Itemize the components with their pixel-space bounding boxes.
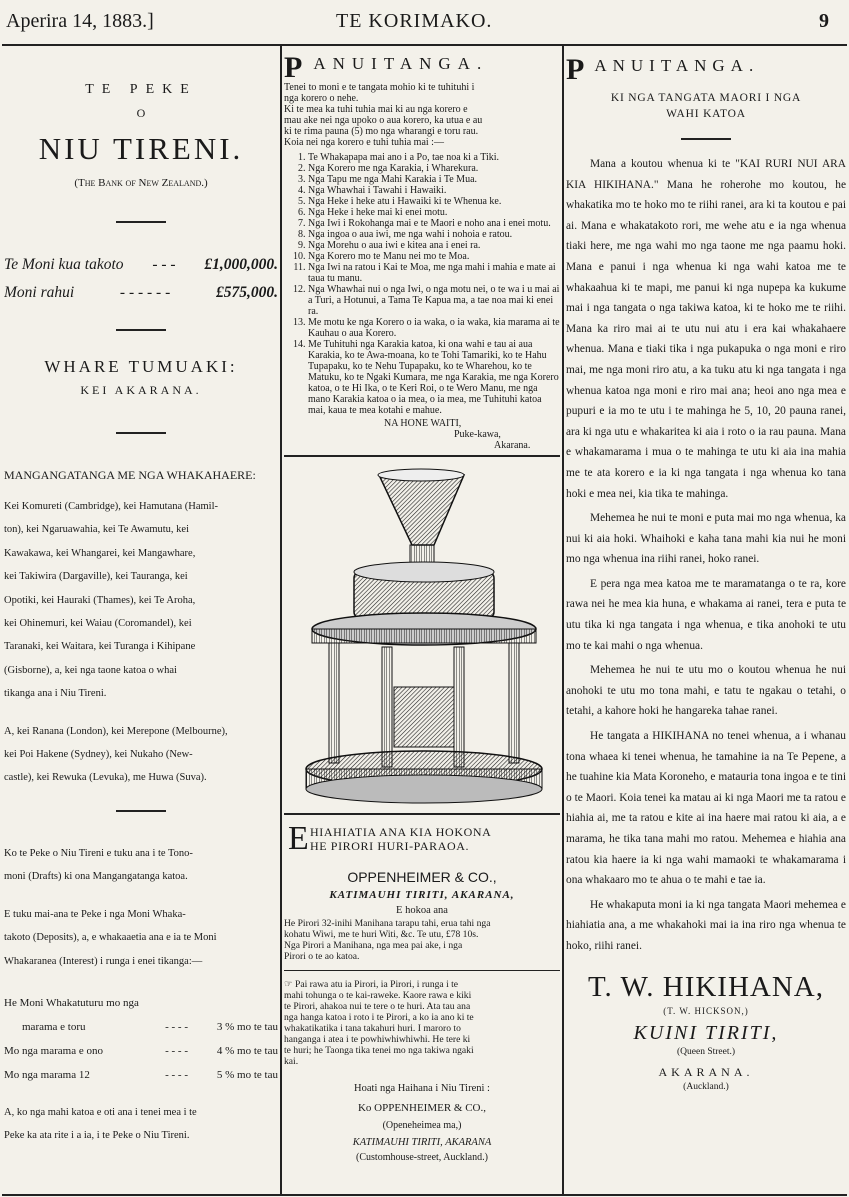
capital-row	[4, 279, 278, 307]
ad-headline-line: HIAHIATIA ANA KIA HOKONA	[310, 825, 492, 839]
branches-line: tikanga ana i Niu Tireni.	[4, 688, 107, 700]
branches-list	[4, 495, 278, 706]
list-item: 8. Nga ingoa o aua iwi, me nga wahi i nohoia e ratou.	[308, 229, 560, 240]
notice-title: ANUITANGA.	[594, 56, 760, 75]
header-rule	[2, 44, 847, 46]
rate-row	[4, 1063, 278, 1087]
list-item: 9. Nga Morehu o aua iwi e kitea ana i enei ra.	[308, 240, 560, 251]
signer-name: NA HONE WAITI,	[384, 418, 462, 429]
newspaper-title: TE KORIMAKO.	[336, 10, 493, 32]
rate-row	[4, 1039, 278, 1063]
drafts-line: Ko te Peke o Niu Tireni e tuku ana i te Tono-	[4, 847, 193, 859]
notice-dropcap: P	[566, 53, 591, 86]
ad-note-line: ☞ Pai rawa atu ia Pirori, ia Pirori, i runga i te	[284, 979, 459, 990]
middle-column	[284, 48, 560, 1194]
signer-place: Puke-kawa,	[454, 429, 501, 440]
branches-line: kei Ohinemuri, kei Waiau (Coromandel), kei	[4, 618, 192, 630]
ad-description-line: kohatu Wiwi, me te huri Witi, &c. Te utu, £78 10s.	[284, 929, 479, 940]
branches-title: MANGANGATANGA ME NGA WHAKAHAERE:	[4, 468, 256, 482]
notice-intro-line: ki te rima pauna (5) mo nga wharangi e toru rau.	[284, 126, 479, 137]
drafts-line: moni (Drafts) ki ona Mangangatanga katoa.	[4, 871, 188, 883]
notice-paragraph: He whakaputa moni ia ki nga tangata Maori mehemea e hiahiatia ana, a me whakahoki mai ia ina riro nga whenua te hoko, riihi ranei.	[566, 898, 846, 952]
advertiser-name-en: (T. W. HICKSON,)	[663, 1005, 749, 1016]
ad-street: KATIMAUHI TIRITI, AKARANA,	[329, 889, 515, 901]
ad-agents: Hoati nga Haihana i Niu Tireni :	[354, 1083, 490, 1094]
notice-signature	[284, 418, 560, 451]
overseas-line: castle), kei Rewuka (Levuka), me Huwa (Suva).	[4, 772, 207, 784]
hikihana-advertisement	[566, 48, 846, 1194]
notice-dropcap: P	[284, 51, 310, 84]
flour-mill-ad	[284, 820, 560, 1163]
list-item: 3. Nga Tapu me nga Mahi Karakia i Te Mua.	[308, 174, 560, 185]
branches-line: Taranaki, kei Waitara, kei Turanga i Kihipane	[4, 641, 196, 653]
notice-subtitle	[566, 90, 846, 122]
closing-line: A, ko nga mahi katoa e oti ana i tenei mea i te	[4, 1106, 197, 1118]
divider	[681, 138, 731, 140]
capital-dots: - - -	[152, 256, 176, 273]
list-item: 4. Nga Whawhai i Tawahi i Hawaiki.	[308, 185, 560, 196]
deposits-line: E tuku mai-ana te Peke i nga Moni Whaka-	[4, 908, 186, 920]
capital-value: £1,000,000.	[204, 256, 278, 273]
footer-rule	[2, 1194, 847, 1196]
rate-dots: - - - -	[165, 1020, 188, 1033]
bank-advertisement	[4, 48, 278, 1194]
section-rule	[284, 813, 560, 815]
notice-intro-line: Koia nei nga korero e tuhi tuhia mai :—	[284, 137, 444, 148]
overseas-line: A, kei Ranana (London), kei Merepone (Melbourne),	[4, 725, 228, 737]
ad-note-line: te huri; he Taonga tika tenei mo nga takiwa ngaki	[284, 1045, 474, 1056]
notice-intro-line: Ki te mea ka tuhi tuhia mai ki au nga korero e	[284, 104, 468, 115]
notice-intro	[284, 82, 560, 148]
ad-sells: E hokoa ana	[396, 905, 448, 916]
list-item: 12. Nga Whawhai nui o nga Iwi, o nga motu nei, o te wa i u mai ai a Turi, a Hotunui, a Tama Te Kapua ma, a tae noa mai ki enei ra.	[308, 284, 560, 317]
rate-label: Mo nga marama e ono	[4, 1044, 103, 1057]
ad-note-line: whakatikatika i tana takahuri huri. I maroro to	[284, 1023, 461, 1034]
page-header	[0, 0, 849, 44]
notice-intro-line: nga korero o nehe.	[284, 93, 359, 104]
branches-line: Kawakawa, kei Whangarei, kei Mangawhare,	[4, 547, 196, 559]
deposits-line: takoto (Deposits), a, e whakaaetia ana e ia te Moni	[4, 932, 217, 944]
notice-body	[566, 154, 846, 957]
branches-line: ton), kei Ngaruawahia, kei Te Awamutu, kei	[4, 524, 190, 536]
ad-note	[284, 979, 560, 1067]
bank-intro-o: O	[136, 106, 146, 120]
notice-paragraph: Mehemea he nui te moni e puta mai mo nga whenua, ka nui ki aia hoki. Whaihoki e kaha tana mahi kia nui he moni mo nga whenua ina riihi ranei, hoko ranei.	[566, 512, 846, 566]
capital-label: Te Moni kua takoto	[4, 256, 124, 273]
ad-note-line: te Pirori, ahakoa nui te tere o te huri. Ata tau ana	[284, 1001, 471, 1012]
list-item: 6. Nga Heke i heke mai ki enei motu.	[308, 207, 560, 218]
ad-headline-text	[310, 825, 491, 853]
pointing-hand-icon: ☞	[284, 979, 295, 990]
deposits-paragraph	[4, 903, 278, 973]
rate-value: 3 % mo te tau	[216, 1020, 278, 1033]
list-item: 2. Nga Korero me nga Karakia, i Wharekura.	[308, 163, 560, 174]
advertiser-street: KUINI TIRITI,	[633, 1021, 779, 1044]
bank-name: NIU TIRENI.	[38, 131, 244, 166]
ad-note-line: kai.	[284, 1056, 299, 1067]
capital-label: Moni rahui	[4, 284, 75, 301]
notice-paragraph: Mana a koutou whenua ki te "KAI RURI NUI ARA KIA HIKIHANA." Mana he roherohe mo koutou, he whakatika mo te hoko mo te riihi ranei, ara ki ta koutou e pai ai. Mana e whakatakoto rori, me wehe atu e ia nga whenua tiaki here, me nga wahi mo nga taone me nga paamu hoki. Mana e panui i nga whenua ki nga wahi katoa me te whakaahua ki te mapi, me panui ki nga nupepa ka kukume mai i nga tangata o nga takiwa katoa, ki te hoko me te riihi. Mana ka riro mai ai te utu nui atu i era kai whakahaere whenua. Mana e tiaki tika i nga pukapuka o nga moni e riro mai, me nga moni riro atu, a ka tuku atu ki nga tangata i nga whenua katoa nga moni e riro mai ana; heoi ano nga mea e pupuri e ia mo te utu i te mahinga he 5, 10, 20 pauna ranei, ara ki nga utu e whakaritea ki aia i roto o ia rau pauna. Mana e whakamarama i mua o te mahinga te utu ki aia ina mahia me te ata korero e ia ki nga tangata i nga whenua ko tana hoki e mea nei, kia tika te mahinga.	[566, 158, 846, 500]
ad-description-line: He Pirori 32-inihi Manihana tarapu tahi, erua tahi nga	[284, 918, 491, 929]
closing-paragraph	[4, 1101, 278, 1148]
list-item: 7. Nga Iwi i Rokohanga mai e te Maori e noho ana i enei motu.	[308, 218, 560, 229]
ad-note-line: nga hanga katoa i roto i te Pirori, a ko ia ano ki te	[284, 1012, 474, 1023]
ad-headline	[284, 820, 560, 857]
ad-dropcap: E	[288, 820, 309, 857]
ad-note-line: mahi tohunga o te kai-raweke. Kaore rawa e kiki	[284, 990, 472, 1001]
rate-dots: - - - -	[165, 1068, 188, 1081]
notice-topics	[284, 152, 560, 416]
divider	[116, 810, 166, 812]
list-item: 14. Me Tuhituhi nga Karakia katoa, ki ona wahi e tau ai aua Karakia, ko te Awa-moana, ko te Tohi Tamariki, ko te Hahu Tupapaku, ko te Nehu Tupapaku, ko te Wharehou, ko te Matuku, ko te Ngaki Kumara, me nga Karakia, me nga Korero katoa, o te Hi Ika, o te Keri Roi, o te Wero Manu, me nga mano Karakia katoa o ia mea, o ia mea, me Tuhituhi katoa mai, kaua te mea kotahi e mahue.	[308, 339, 560, 416]
list-item: 13. Me motu ke nga Korero o ia waka, o ia waka, kia marama ai te Kauhau o aua Korero.	[308, 317, 560, 339]
ad-description-line: Pirori o te ao katoa.	[284, 951, 360, 962]
notice-title-row	[566, 53, 846, 86]
advertiser-street-en: (Queen Street.)	[676, 1046, 736, 1057]
branches-line: Kei Komureti (Cambridge), kei Hamutana (Hamil-	[4, 501, 219, 512]
closing-line: Peke ka ata rite i a ia, i te Peke o Niu Tireni.	[4, 1130, 190, 1142]
notice-intro-line: mau ake nei nga upoko o aua korero, ka utua e au	[284, 115, 483, 126]
flour-mill-illustration	[284, 457, 560, 813]
ad-description	[284, 918, 560, 962]
ad-agent-name: Ko OPPENHEIMER & CO.,	[357, 1102, 487, 1114]
ad-company: OPPENHEIMER & CO.,	[347, 869, 497, 885]
ad-agent-street: KATIMAUHI TIRITI, AKARANA	[352, 1137, 492, 1148]
notice-paragraph: E pera nga mea katoa me te maramatanga o te ra, kore rawa nei he mea kia huna, e whakama ai ranei, tera e puta te utu tika ki nga tangata i nga whenua, e tika anohoki te utu mo te kai mahi o nga whenua.	[566, 577, 846, 652]
branches-line: kei Takiwira (Dargaville), kei Tauranga, kei	[4, 571, 188, 583]
bank-name-english: (The Bank of New Zealand.)	[74, 177, 208, 189]
flour-mill-engraving	[284, 457, 560, 813]
divider	[116, 329, 166, 331]
list-item: 10. Nga Korero mo te Manu nei mo te Moa.	[308, 251, 560, 262]
capital-value: £575,000.	[216, 284, 278, 301]
notice-subtitle-line: KI NGA TANGATA MAORI I NGA	[610, 92, 802, 104]
rate-row	[4, 1015, 278, 1039]
advertiser-city-en: (Auckland.)	[683, 1081, 729, 1092]
rate-value: 5 % mo te tau	[216, 1068, 278, 1081]
list-item: 11. Nga Iwi na ratou i Kai te Moa, me nga mahi i mahia e mate ai taua tu manu.	[308, 262, 560, 284]
list-item: 1. Te Whakapapa mai ano i a Po, tae noa ki a Tiki.	[308, 152, 560, 163]
divider	[116, 432, 166, 434]
column-rule-1	[280, 46, 282, 1194]
advertiser-name: T. W. HIKIHANA,	[588, 970, 824, 1003]
column-rule-2	[562, 46, 564, 1194]
advertiser-city: AKARANA.	[658, 1064, 754, 1079]
rate-value: 4 % mo te tau	[216, 1044, 278, 1057]
issue-date: Aperira 14, 1883.]	[6, 10, 154, 32]
rate-dots: - - - -	[165, 1044, 188, 1057]
head-office-location: KEI AKARANA.	[80, 383, 202, 397]
head-office-title: WHARE TUMUAKI:	[44, 357, 238, 376]
section-rule	[284, 970, 560, 971]
bank-intro: TE PEKE	[85, 82, 197, 97]
notice-paragraph: He tangata a HIKIHANA no tenei whenua, a i whanau tona whaea ki tenei whenua, he tamahine ia na Te Pepene, a he tuahine kia Mata Koroneho, e matauria tona ingoa e te tini o te Maori. Koia tenei ka matau ai ki nga Maori me ta ratou e hiahia ai, me ta ratou e kite ai ina haere mai ratou ki aia, a e marama, he tika tana mahi mo ratou. Mehemea e hiahia ana ratou kia haere ia ki nga wahi mamaoki te whakamarama i ona whakaaro mo te ahua o te mahi e tae ia.	[566, 730, 846, 887]
list-item: 5. Nga Heke i heke atu i Hawaiki ki te Whenua ke.	[308, 196, 560, 207]
ad-note-line: hanganga i atea i te powhiwhiwhiwhi. He tere ki	[284, 1034, 471, 1045]
divider	[116, 221, 166, 223]
capital-dots: - - - - - -	[119, 284, 171, 301]
notice-title-row	[284, 51, 560, 84]
overseas-line: kei Poi Hakene (Sydney), kei Nukaho (New-	[4, 749, 193, 761]
rate-label: marama e toru	[22, 1020, 86, 1033]
branches-line: Opotiki, kei Hauraki (Thames), kei Te Aroha,	[4, 594, 196, 606]
capital-row	[4, 251, 278, 279]
rate-label: Mo nga marama 12	[4, 1068, 90, 1081]
overseas-branches	[4, 720, 278, 790]
notice-paragraph: Mehemea he nui te utu mo o koutou whenua he nui anohoki te utu mo tona mahi, e tatu te ngakau o tetahi, o tetahi, a kahore hoki he hangareka tahae ranei.	[566, 664, 846, 718]
rates-heading: He Moni Whakatuturu mo nga	[4, 996, 139, 1009]
deposits-line: Whakaranea (Interest) i runga i enei tikanga:—	[4, 955, 203, 967]
ad-description-line: Nga Pirori a Manihana, nga mea pai ake, i nga	[284, 940, 463, 951]
notice-subtitle-line: WAHI KATOA	[666, 108, 746, 120]
capital-list	[4, 251, 278, 307]
ad-agent-street-en: (Customhouse-street, Auckland.)	[356, 1152, 488, 1163]
ad-agent-name-en: (Openeheimea ma,)	[382, 1120, 462, 1131]
signer-city: Akarana.	[494, 440, 531, 451]
notice-intro-line: Tenei to moni e te tangata mohio ki te tuhituhi i	[284, 82, 475, 93]
notice-title: ANUITANGA.	[313, 54, 489, 73]
ad-headline-line: HE PIRORI HURI-PARAOA.	[310, 839, 470, 853]
page-number: 9	[819, 10, 829, 32]
branches-line: (Gisborne), a, kei nga taone katoa o whai	[4, 664, 177, 676]
drafts-paragraph	[4, 842, 278, 889]
rates-table	[4, 1015, 278, 1087]
notice-history	[284, 51, 560, 451]
